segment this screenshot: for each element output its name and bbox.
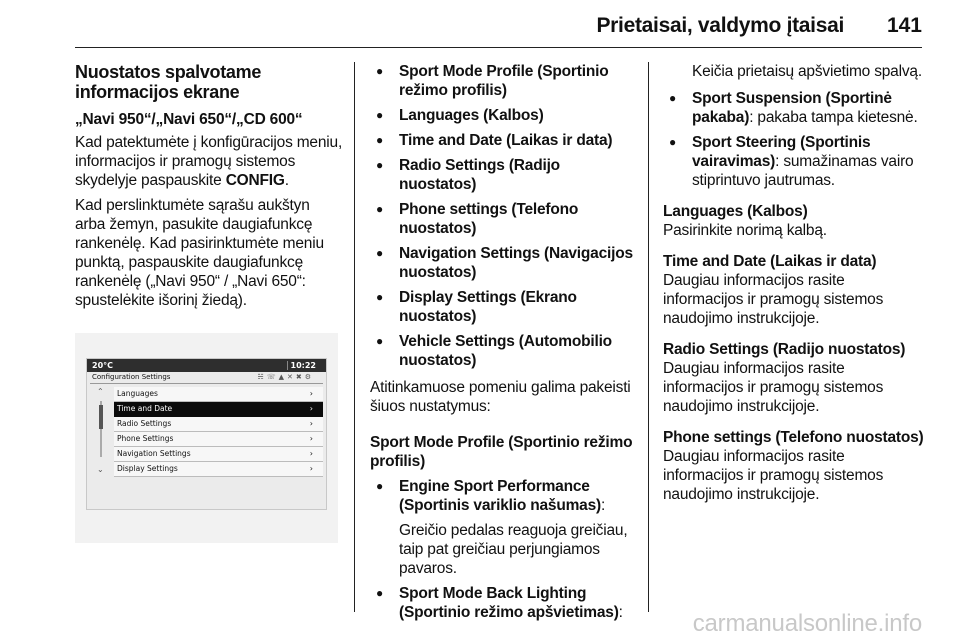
watermark: carmanualsonline.info [692, 610, 922, 637]
screen-menu-item[interactable]: Radio Settings › [114, 417, 323, 432]
config-key: CONFIG [225, 172, 285, 189]
list-item: ● Sport Suspension (Sportinė pakaba): pakaba tampa kietesnė. [663, 89, 925, 127]
chevron-down-icon: ⌄ [97, 465, 104, 474]
section-text: Daugiau informacijos rasite informacijos ir pramogų sistemos naudojimo instrukcijoje. [663, 360, 884, 415]
infotainment-screen [86, 358, 327, 510]
settings-icon: ⚙ [304, 373, 314, 381]
screen-title: Configuration Settings [92, 373, 171, 381]
running-title: Prietaisai, valdymo įtaisai [596, 14, 844, 37]
section-text: Daugiau informacijos rasite informacijos ir pramogų sistemos naudojimo instrukcijoje. [663, 448, 884, 503]
section-text: Daugiau informacijos rasite informacijos ir pramogų sistemos naudojimo instrukcijoje. [663, 272, 884, 327]
section-title: Time and Date (Laikas ir data) [663, 253, 877, 270]
screen-menu-item[interactable]: Phone Settings › [114, 432, 323, 447]
menu-list-item: ● Display Settings (Ekrano nuostatos) [370, 288, 638, 326]
chevron-right-icon: › [309, 419, 313, 428]
screen-menu-list [114, 387, 323, 477]
signal-icon: ▲ [278, 373, 287, 381]
section-heading: Nuostatos spalvotame informacijos ekrane [75, 62, 262, 102]
page-header [75, 0, 922, 48]
page-number: 141 [886, 14, 922, 37]
screen-menu-item[interactable]: Navigation Settings › [114, 447, 323, 462]
menu-list-item: ● Phone settings (Telefono nuostatos) [370, 200, 638, 238]
column-divider [648, 62, 649, 612]
intro-paragraph: Kad patektumėte į konfigūracijos meniu, informacijos ir pramogų sistemos skydelyje paspauskite CONFIG. [75, 134, 343, 189]
menu-list-item: ● Sport Mode Profile (Sportinio režimo profilis) [370, 62, 638, 100]
submenu-intro: Atitinkamuose pomeniu galima pakeisti šiuos nustatymus: [370, 379, 631, 415]
menu-list-item: ● Vehicle Settings (Automobilio nuostatos) [370, 332, 638, 370]
menu-list-item: ● Navigation Settings (Navigacijos nuostatos) [370, 244, 638, 282]
screen-menu-item[interactable]: Time and Date › [114, 402, 323, 417]
sport-mode-list [370, 477, 638, 622]
chevron-right-icon: › [309, 389, 313, 398]
chevron-right-icon: › [309, 449, 313, 458]
navigation-paragraph: Kad perslinktumėte sąrašu aukštyn arba žemyn, pasukite daugiafunkcę rankenėlę. Kad pasirinktumėte meniu punktą, paspauskite daugiafunkcę rankenėlę („Navi 950“ / „Navi 650“: spustelėkite išorinį žiedą). [75, 197, 324, 309]
chevron-right-icon: › [309, 464, 313, 473]
wifi-icon: ☵ [257, 373, 267, 381]
section-title: Radio Settings (Radijo nuostatos) [663, 341, 906, 358]
config-screen-photo [75, 333, 338, 543]
menu-list-item: ● Radio Settings (Radijo nuostatos) [370, 156, 638, 194]
column-divider [354, 62, 355, 612]
screen-status-bar [87, 359, 326, 372]
item-description: Keičia prietaisų apšvietimo spalvą. [692, 63, 922, 80]
column-left [75, 62, 343, 316]
section-title: Languages (Kalbos) [663, 203, 808, 220]
sport-mode-title: Sport Mode Profile (Sportinio režimo profilis) [370, 434, 633, 470]
screen-time: 10:22 [290, 361, 316, 370]
column-right [663, 62, 925, 510]
list-item: ● Sport Steering (Sportinis vairavimas): sumažinamas vairo stiprintuvo jautrumas. [663, 133, 925, 190]
list-item: ● Sport Mode Back Lighting (Sportinio režimo apšvietimas): [370, 584, 638, 622]
screen-status-icons [258, 373, 314, 381]
settings-menu-list [370, 62, 638, 370]
list-item: ● Engine Sport Performance (Sportinis variklio našumas): Greičio pedalas reaguoja greičiau, taip pat greičiau perjungiamos pavaros. [370, 477, 638, 578]
scroll-thumb [99, 405, 103, 429]
section-title: Phone settings (Telefono nuostatos) [663, 429, 924, 446]
phone-icon: ☏ [266, 373, 279, 381]
screen-menu-item[interactable]: Display Settings › [114, 462, 323, 477]
screen-scrollbar [92, 387, 110, 477]
screen-menu-item[interactable]: Languages › [114, 387, 323, 402]
screen-temperature: 20°C [92, 361, 114, 370]
menu-list-item: ● Time and Date (Laikas ir data) [370, 131, 638, 150]
close-icon: ✖ [295, 373, 305, 381]
model-subheading: „Navi 950“/„Navi 650“/„CD 600“ [75, 111, 303, 128]
chevron-right-icon: › [309, 404, 313, 413]
muted-icon: ✕ [286, 373, 296, 381]
section-text: Pasirinkite norimą kalbą. [663, 222, 827, 239]
menu-list-item: ● Languages (Kalbos) [370, 106, 638, 125]
item-description: Greičio pedalas reaguoja greičiau, taip pat greičiau perjungiamos pavaros. [399, 522, 628, 577]
chevron-up-icon: ⌃ [97, 387, 104, 396]
column-middle [370, 62, 638, 628]
sport-mode-list-cont [663, 89, 925, 190]
chevron-right-icon: › [309, 434, 313, 443]
